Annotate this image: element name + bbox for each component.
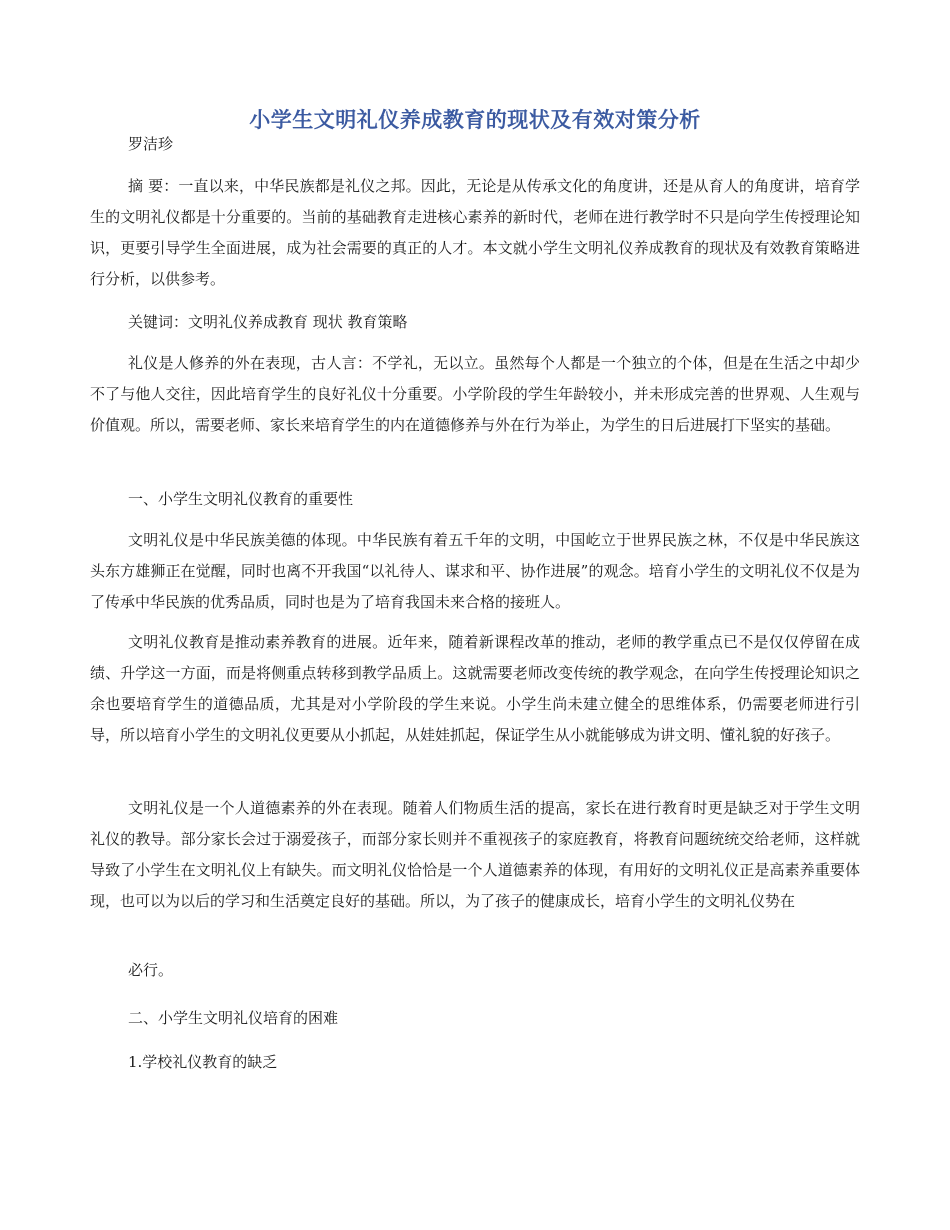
section-2-heading: 二、小学生文明礼仪培育的困难	[128, 1009, 339, 1027]
section-1-paragraph-2: 文明礼仪教育是推动素养教育的进展。近年来，随着新课程改革的推动，老师的教学重点已不是仅仅停留在成绩、升学这一方面，而是将侧重点转移到教学品质上。这就需要老师改变传统的教学观念，在向学生传授理论知识之余也要培育学生的道德品质，尤其是对小学阶段的学生来说。小学生尚未建立健全的思维体系，仍需要老师进行引导，所以培育小学生的文明礼仪更要从小抓起，从娃娃抓起，保证学生从小就能够成为讲文明、懂礼貌的好孩子。	[90, 633, 860, 744]
keywords-line: 关键词：文明礼仪养成教育 现状 教育策略	[128, 313, 408, 331]
author-name: 罗洁珍	[128, 135, 174, 153]
section-1-paragraph-4: 必行。	[128, 961, 174, 979]
intro-paragraph: 礼仪是人修养的外在表现，古人言：不学礼，无以立。虽然每个人都是一个独立的个体，但是在生活之中却少不了与他人交往，因此培育学生的良好礼仪十分重要。小学阶段的学生年龄较小，并未形成完善的世界观、人生观与价值观。所以，需要老师、家长来培育学生的内在道德修养与外在行为举止，为学生的日后进展打下坚实的基础。	[90, 354, 860, 434]
document-title: 小学生文明礼仪养成教育的现状及有效对策分析	[249, 107, 701, 132]
abstract-paragraph: 摘 要：一直以来，中华民族都是礼仪之邦。因此，无论是从传承文化的角度讲，还是从育人的角度讲，培育学生的文明礼仪都是十分重要的。当前的基础教育走进核心素养的新时代，老师在进行教学时不只是向学生传授理论知识，更要引导学生全面进展，成为社会需要的真正的人才。本文就小学生文明礼仪养成教育的现状及有效教育策略进行分析，以供参考。	[90, 177, 860, 288]
section-1-paragraph-3: 文明礼仪是一个人道德素养的外在表现。随着人们物质生活的提高，家长在进行教育时更是缺乏对于学生文明礼仪的教导。部分家长会过于溺爱孩子，而部分家长则并不重视孩子的家庭教育，将教育问题统统交给老师，这样就导致了小学生在文明礼仪上有缺失。而文明礼仪恰恰是一个人道德素养的体现，有用好的文明礼仪正是高素养重要体现，也可以为以后的学习和生活奠定良好的基础。所以，为了孩子的健康成长，培育小学生的文明礼仪势在	[90, 799, 860, 910]
section-1-paragraph-1: 文明礼仪是中华民族美德的体现。中华民族有着五千年的文明，中国屹立于世界民族之林，不仅是中华民族这头东方雄狮正在觉醒，同时也离不开我国“以礼待人、谋求和平、协作进展”的观念。培育小学生的文明礼仪不仅是为了传承中华民族的优秀品质，同时也是为了培育我国未来合格的接班人。	[90, 531, 860, 611]
section-1-heading: 一、小学生文明礼仪教育的重要性	[128, 490, 354, 508]
section-2-subheading-1: 1.学校礼仪教育的缺乏	[128, 1053, 278, 1071]
